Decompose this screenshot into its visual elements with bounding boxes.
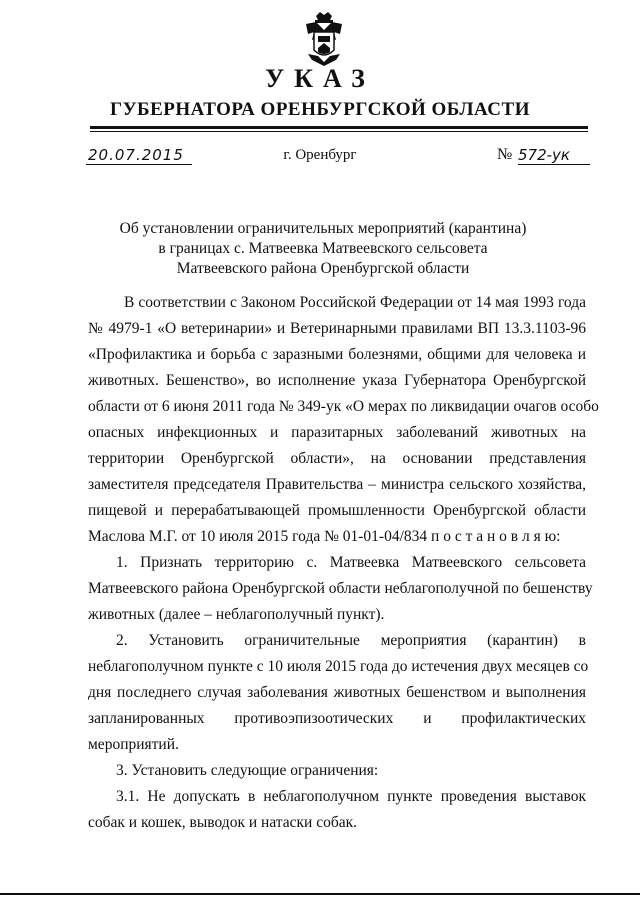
page-bottom-edge [0,893,640,895]
body-line: «Профилактика и борьба с заразными болезнями, общими для человека и [88,346,586,363]
subject-line: Об установлении ограничительных мероприятий (карантина) [119,220,527,237]
body-line: неблагополучном пункте с 10 июля 2015 года до истечения двух месяцев со [88,658,589,675]
subject-line: в границах с. Матвеевка Матвеевского сельсовета [158,240,488,257]
body-line: территории Оренбургской области», на основании представления [88,450,586,467]
body-line: заместителя председателя Правительства – министра сельского хозяйства, [88,476,586,493]
body-line: В соответствии с Законом Российской Федерации от 14 мая 1993 года [124,294,586,311]
body-line: животных (далее – неблагополучный пункт). [88,606,385,623]
body-line: 1. Признать территорию с. Матвеевка Матвеевского сельсовета [116,554,586,571]
header-rule-thick [90,126,588,129]
document-title: УКАЗ [265,64,375,93]
document-number: 572-ук [518,146,570,164]
number-label: № [497,146,513,163]
body-line: пищевой и перерабатывающей промышленности Оренбургской области [88,502,586,519]
body-line: области от 6 июня 2011 года № 349-ук «О мерах по ликвидации очагов особо [88,398,599,415]
body-line: запланированных противоэпизоотических и профилактических [88,710,586,727]
body-line: животных. Бешенство», во исполнение указа Губернатора Оренбургской [88,372,586,389]
body-line: № 4979-1 «О ветеринарии» и Ветеринарными правилами ВП 13.3.1103-96 [88,320,586,337]
body-line: 3.1. Не допускать в неблагополучном пункте проведения выставок [116,788,586,805]
body-line: мероприятий. [88,736,179,753]
document-city: г. Оренбург [283,147,357,163]
number-underline [518,164,590,165]
header-rule-thin [90,131,588,132]
body-line: собак и кошек, выводок и натаски собак. [88,814,358,831]
body-line: Матвеевского района Оренбургской области неблагополучной по бешенству [88,580,593,597]
body-line: 2. Установить ограничительные мероприятия (карантин) в [116,632,586,649]
body-line: дня последнего случая заболевания животных бешенством и выполнения [88,684,586,701]
coat-of-arms-icon [302,10,346,68]
body-line: 3. Установить следующие ограничения: [116,762,379,779]
document-body [88,290,599,836]
subject-line: Матвеевского района Оренбургской области [176,260,470,277]
date-underline [86,164,192,165]
body-line: Маслова М.Г. от 10 июля 2015 года № 01-01-04/834 п о с т а н о в л я ю: [88,528,561,545]
document-date: 20.07.2015 [88,146,184,164]
document-subject [100,219,546,279]
body-line: опасных инфекционных и паразитарных заболеваний животных на [88,424,586,441]
document-subtitle: ГУБЕРНАТОРА ОРЕНБУРГСКОЙ ОБЛАСТИ [110,99,530,120]
